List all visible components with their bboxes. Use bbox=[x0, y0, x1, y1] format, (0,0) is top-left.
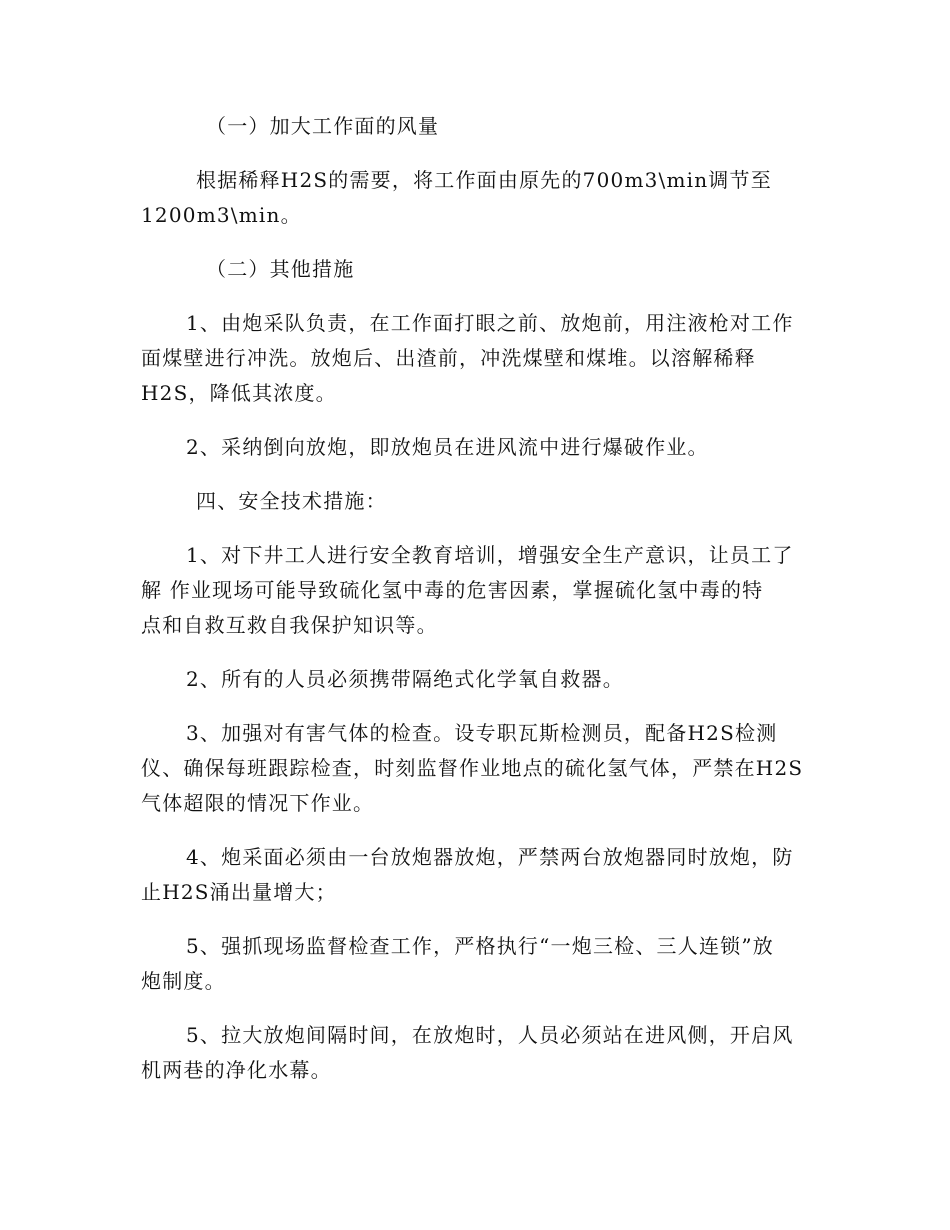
safety-item-6-line-2: 机两巷的净化水幕。 bbox=[141, 1058, 332, 1082]
safety-item-1-line-1: 1、对下井工人进行安全教育培训，增强安全生产意识，让员工了 bbox=[186, 543, 794, 567]
section-heading-increase-airflow: （一）加大工作面的风量 bbox=[206, 114, 440, 138]
safety-item-5-line-1: 5、强抓现场监督检查工作，严格执行“一炮三检、三人连锁”放 bbox=[186, 934, 774, 958]
safety-item-2-line-1: 2、所有的人员必须携带隔绝式化学氧自救器。 bbox=[186, 667, 624, 691]
paragraph-airflow-line-1: 根据稀释H2S的需要，将工作面由原先的700m3\min调节至 bbox=[196, 168, 772, 192]
safety-item-1-line-2: 解 作业现场可能导致硫化氢中毒的危害因素，掌握硫化氢中毒的特 bbox=[141, 578, 764, 602]
safety-item-1-line-3: 点和自救互救自我保护知识等。 bbox=[141, 613, 438, 637]
list-item-1-line-2: 面煤壁进行冲洗。放炮后、出渣前，冲洗煤壁和煤堆。以溶解稀释 bbox=[141, 346, 756, 370]
safety-item-4-line-2: 止H2S涌出量增大； bbox=[141, 880, 337, 904]
safety-item-6-line-1: 5、拉大放炮间隔时间，在放炮时，人员必须站在进风侧，开启风 bbox=[186, 1023, 794, 1047]
section-heading-safety-measures: 四、安全技术措施： bbox=[196, 489, 387, 513]
paragraph-airflow-line-2: 1200m3\min。 bbox=[141, 203, 302, 227]
safety-item-3-line-2: 仪、确保每班跟踪检查，时刻监督作业地点的硫化氢气体，严禁在H2S bbox=[141, 756, 804, 780]
safety-item-3-line-1: 3、加强对有害气体的检查。设专职瓦斯检测员，配备H2S检测 bbox=[186, 721, 778, 745]
safety-item-4-line-1: 4、炮采面必须由一台放炮器放炮，严禁两台放炮器同时放炮，防 bbox=[186, 845, 794, 869]
list-item-1-line-3: H2S，降低其浓度。 bbox=[141, 381, 337, 405]
section-heading-other-measures: （二）其他措施 bbox=[206, 257, 355, 281]
list-item-2-line-1: 2、采纳倒向放炮，即放炮员在进风流中进行爆破作业。 bbox=[186, 435, 709, 459]
safety-item-5-line-2: 炮制度。 bbox=[141, 969, 226, 993]
safety-item-3-line-3: 气体超限的情况下作业。 bbox=[141, 791, 375, 815]
list-item-1-line-1: 1、由炮采队负责，在工作面打眼之前、放炮前，用注液枪对工作 bbox=[186, 311, 794, 335]
